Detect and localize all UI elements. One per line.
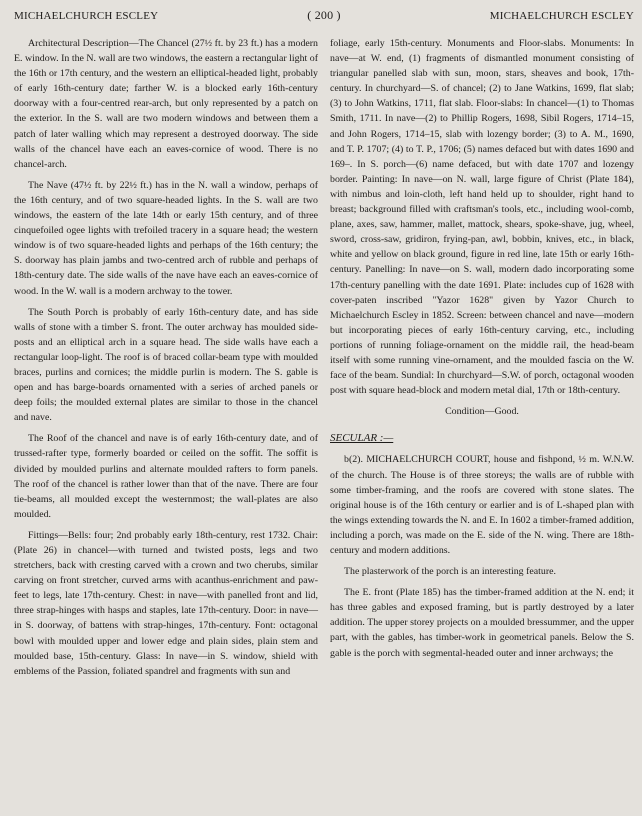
running-head-left: MICHAELCHURCH ESCLEY	[14, 10, 159, 22]
paragraph-east-front: The E. front (Plate 185) has the timber-framed addition at the N. end; it has three gables and exposed framing, but is partly destroyed by a later addition. The upper storey projects on a moulded bressummer, and the upper part, with the gables, has timber-work in geometrical panels. Below the S. gable is the porch with segmental-headed outer and inner archways; the	[330, 587, 634, 659]
text-columns	[14, 36, 634, 685]
paragraph-michaelchurch-court: b(2). MICHAELCHURCH COURT, house and fishpond, ½ m. W.N.W. of the church. The House is of three storeys; the walls are of rubble with some timber-framing, and the roofs are covered with stone slates. The original house is of the 16th century or earlier and is of L-shaped plan with the wings extending towards the N. and E. In 1602 a timber-framed addition, including a porch, was made on the E. side of the N. wing. There are 18th-century and modern additions.	[330, 454, 634, 556]
section-heading-secular: SECULAR :—	[330, 432, 394, 445]
paragraph-fittings: Fittings—Bells: four; 2nd probably early 18th-century, rest 1732. Chair: (Plate 26) in chancel—with turned and twisted posts, legs and two stretchers, back with cresting carved with a crown and two cherubs, similar carving on front stretcher, curved arms with acanthus-enrichment and paw-feet to legs, late 17th-century. Chest: in nave—with panelled front and lid, three strap-hinges with hasps and staples, late 17th-century. Door: in nave—in S. doorway, of battens with strap-hinges, 17th-century. Font: octagonal bowl with moulded upper and lower edge and plain sides, plain stem and moulded base, 15th-century. Glass: In nave—in S. window, shield with emblems of the Passion, foliated spandrel and fragments with sun and	[14, 529, 318, 677]
left-column	[14, 36, 318, 685]
paragraph-roof: The Roof of the chancel and nave is of early 16th-century date, and of trussed-rafter type, formerly boarded or ceiled on the soffit. The soffit is divided by moulded purlins and alternate moulded rafters to form panels. The roof of the chancel is rather lower than that of the nave. There are four tie-beams, all moulded except the westernmost; the wall-plates are also moulded.	[14, 433, 318, 520]
paragraph-chancel: Architectural Description—The Chancel (27½ ft. by 23 ft.) has a modern E. window. In the N. wall are two windows, the eastern a rectangular light of the 16th or 17th century, and the western an elliptical-headed light, probably of early 16th-century date; farther W. is a blocked early 16th-century doorway with a four-centred rear-arch, but only represented by a patch on the exterior. In the S. wall are two modern windows and between them a patch of later walling which may represent a destroyed doorway. The side walls of the chancel have each an eaves-cornice of wood. There is no chancel-arch.	[14, 38, 318, 170]
page-number: ( 200 )	[307, 8, 341, 22]
right-column	[330, 36, 634, 685]
paragraph-monuments: foliage, early 15th-century. Monuments and Floor-slabs. Monuments: In nave—at W. end, (1) fragments of dismantled monument consisting of triangular panelled slab with sun, moon, stars, sheaves and book, 17th-century. In churchyard—S. of chancel; (2) to Jane Watkins, 1699, flat slab; (3) to John Watkins, 1711, flat slab. Floor-slabs: In chancel—(1) to Thomas Smith, 1711. In nave—(2) to Phillip Rogers, 1698, Sibil Rogers, 1714–15, and John Rogers, 1714–15, slab with lozengy border; (3) to A. M., 1690, and T. P. 1707; (4) to T. P., 1706; (5) names defaced but with dates 1690 and 169–. In S. porch—(6) name defaced, but with date 1707 and lozengy border. Painting: In nave—on N. wall, large figure of Christ (Plate 184), with nimbus and loin-cloth, left hand held up to shoulder, right hand to breast; background filled with craftsman's tools, etc., including wool-comb, plane, axes, saw, hammer, mallet, mattock, shears, spoke-shave, jug, wheel, sword, cross-saw, gridiron, frying-pan, awl, bobbin, knives, etc., in black, white and yellow on black ground, figure in red line, late 15th or early 16th-century. Panelling: In nave—on S. wall, modern dado incorporating some 17th-century panelling with the date 1691. Plate: includes cup of 1628 with cover-paten inscribed "Yazor 1628" given by Yazor Church to Michaelchurch Escley in 1852. Screen: between chancel and nave—modern but incorporating pieces of early 16th-century carving, etc., including portions of running foliage-ornament on the middle rail, the head-beam itself with some running vine-ornament, and the moulded fascia on the W. face of the beam. Sundial: In churchyard—S.W. of porch, octagonal wooden post with square head-block and modern metal dial, 17th or 18th-century.	[330, 38, 634, 397]
paragraph-plasterwork: The plasterwork of the porch is an interesting feature.	[344, 566, 556, 578]
running-head	[14, 8, 634, 28]
condition-line: Condition—Good.	[445, 406, 519, 418]
running-head-right: MICHAELCHURCH ESCLEY	[489, 10, 634, 22]
paragraph-south-porch: The South Porch is probably of early 16th-century date, and has side walls of stone with a timber S. front. The outer archway has moulded side-posts and an elliptical arch in a square head. The side walls have each a rectangular loop-light. The roof is of braced collar-beam type with moulded braces, purlins and cornices; the middle purlin is modern. The S. gable is open and has barge-boards ornamented with a series of arched panels or deep foils; the moulded external plates are similar to those in the chancel and nave.	[14, 306, 318, 424]
paragraph-nave: The Nave (47½ ft. by 22½ ft.) has in the N. wall a window, perhaps of the 16th century, and of two square-headed lights. In the S. wall are two windows, the eastern of the late 14th or early 15th century, and of three cinquefoiled ogee lights with trefoiled tracery in a square head; the western window is of two square-headed lights and perhaps of the 16th century; the S. doorway has plain jambs and two-centred arch of rubble and perhaps of 18th-century date. The side walls of the nave have each an eaves-cornice of wood. In the W. wall is a modern archway to the tower.	[14, 179, 318, 297]
